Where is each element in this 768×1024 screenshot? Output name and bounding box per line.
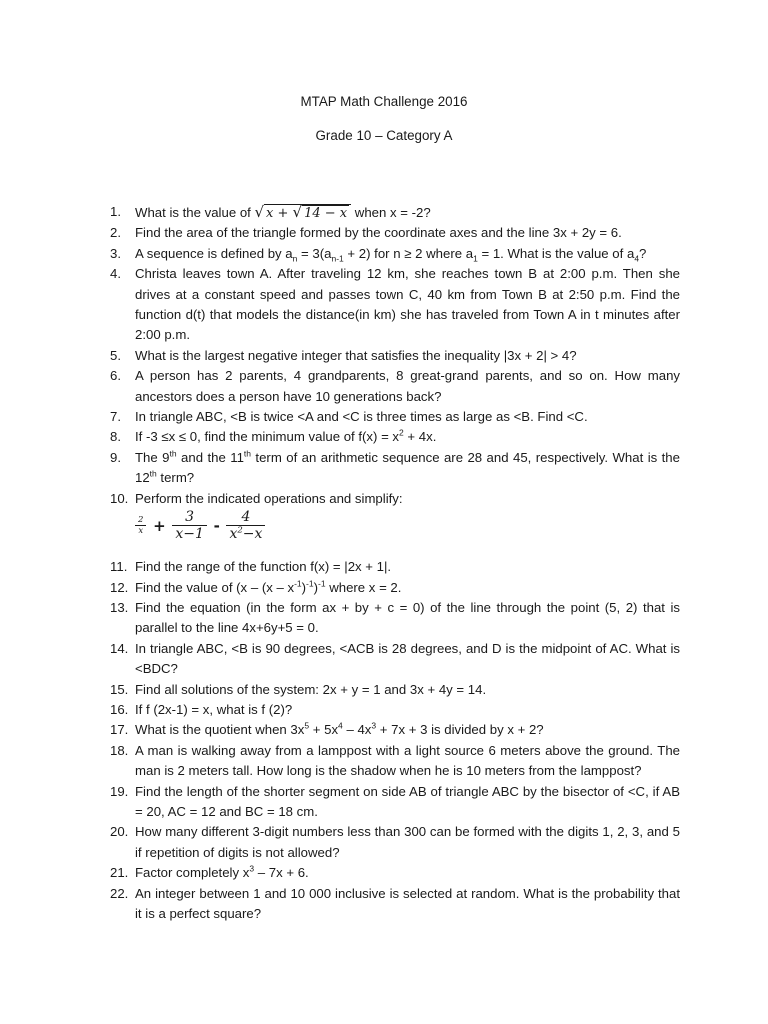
radical-sign: √ xyxy=(254,203,265,221)
question-text: A sequence is defined by $a_n = 3(a_{n-1} + 2)$ for n ≥ 2 where $a_1 = 1$. What is the value of $a_4$? xyxy=(135,245,647,264)
question-text: What is the quotient when $3x^5 + 5x^4 - 4x^3 + 7x + 3$ is divided by x + 2? xyxy=(135,720,544,738)
question-text: Find the range of the function f(x) = |2x + 1|. xyxy=(135,559,392,575)
question-9 xyxy=(110,448,680,489)
question-text: Find all solutions of the system: 2x + y = 1 and 3x + 4y = 14. xyxy=(135,681,487,697)
question-14 xyxy=(110,639,680,680)
question-text: A person has 2 parents, 4 grandparents, 8 great-grand parents, and so on. How many ancestors does a person have 10 generations back? xyxy=(135,368,680,404)
question-number: 7. xyxy=(110,409,121,425)
question-number: 3. xyxy=(110,245,121,261)
radical-expression: x + √ 14 − x xyxy=(264,204,351,221)
question-text: What is the value of √ x + √ 14 − x when x = -2? xyxy=(135,203,431,221)
question-text: Find the area of the triangle formed by the coordinate axes and the line 3x + 2y = 6. xyxy=(135,225,622,241)
question-6 xyxy=(110,366,680,407)
question-number: 2. xyxy=(110,225,121,241)
question-21 xyxy=(110,863,680,883)
question-text: If f (2x-1) = x, what is f (2)? xyxy=(135,701,293,717)
question-text: Find the equation (in the form ax + by + c = 0) of the line through the point (5, 2) that is parallel to the line 4x+6y+5 = 0. xyxy=(135,599,680,636)
question-number: 17. xyxy=(110,722,129,738)
question-number: 10. xyxy=(110,490,129,506)
fraction-2-over-x: $\frac{2}{x}$ xyxy=(135,515,146,536)
question-number: 13. xyxy=(110,599,129,615)
question-text: Christa leaves town A. After traveling 12 km, she reaches town B at 2:00 p.m. Then she drives at a constant speed and passes town C, 40 km from Town B at 2:50 p.m. Find the function d(t) that models the distance(in km) she has traveled from Town A in t minutes after 2:00 p.m. xyxy=(135,266,680,343)
plus-operator: + xyxy=(153,516,166,535)
fraction-3-over-x-minus-1: $\frac{3}{x-1}$ xyxy=(172,509,207,542)
question-13 xyxy=(110,598,680,639)
question-22 xyxy=(110,884,680,925)
question-text: An integer between 1 and 10 000 inclusive is selected at random. What is the probability that it is a perfect square? xyxy=(135,885,680,921)
question-number: 4. xyxy=(110,266,121,282)
question-11 xyxy=(110,557,680,577)
question-16 xyxy=(110,700,680,720)
question-text: How many different 3-digit numbers less than 300 can be formed with the digits 1, 2, 3, and 5 if repetition of digits is not allowed? xyxy=(135,824,680,860)
fraction-4-over-x-squared-minus-x: $\frac{4}{x^2-x}$ xyxy=(226,509,265,542)
question-number: 22. xyxy=(110,885,129,901)
question-text: If -3 ≤x ≤ 0, find the minimum value of $f(x) = x^2 + 4x$. xyxy=(135,428,437,445)
question-12 xyxy=(110,578,680,598)
question-text: Factor completely $x^3 - 7x + 6$. xyxy=(135,863,309,881)
question-number: 6. xyxy=(110,368,121,384)
question-number: 16. xyxy=(110,701,129,717)
question-number: 18. xyxy=(110,742,129,758)
question-17 xyxy=(110,720,680,740)
question-text: In triangle ABC, <B is twice <A and <C is three times as large as <B. Find <C. xyxy=(135,409,588,425)
worksheet-title: MTAP Math Challenge 2016 xyxy=(300,94,468,109)
question-text: Perform the indicated operations and simplify: xyxy=(135,490,403,506)
question-list xyxy=(110,202,680,924)
question-text: Find the length of the shorter segment on side AB of triangle ABC by the bisector of <C, if AB = 20, AC = 12 and BC = 18 cm. xyxy=(135,783,680,819)
question-number: 12. xyxy=(110,579,129,595)
question-15 xyxy=(110,680,680,700)
question-text: Find the value of $(x - (x - x^{-1})^{-1})^{-1}$ where x = 2. xyxy=(135,578,402,595)
question-4 xyxy=(110,264,680,346)
question-number: 14. xyxy=(110,640,129,656)
inner-radical-sign: √ xyxy=(292,203,303,221)
question-number: 5. xyxy=(110,347,121,363)
minus-operator: - xyxy=(213,516,220,535)
question-3 xyxy=(110,244,680,264)
question-number: 8. xyxy=(110,429,121,445)
question-20 xyxy=(110,822,680,863)
question-text: In triangle ABC, <B is 90 degrees, <ACB is 28 degrees, and D is the midpoint of AC. What is <BDC? xyxy=(135,640,680,677)
worksheet-subtitle: Grade 10 – Category A xyxy=(315,128,453,143)
question-19 xyxy=(110,782,680,823)
question-number: 20. xyxy=(110,824,129,840)
question-number: 21. xyxy=(110,865,129,881)
question-10 xyxy=(110,489,680,509)
question-number: 15. xyxy=(110,681,129,697)
question-5 xyxy=(110,346,680,366)
question-8 xyxy=(110,427,680,447)
question-text: The 9th and the 11th term of an arithmetic sequence are 28 and 45, respectively. What is the 12th term? xyxy=(135,448,680,486)
question-7 xyxy=(110,407,680,427)
question-number: 9. xyxy=(110,449,121,465)
question-number: 19. xyxy=(110,783,129,799)
question-18 xyxy=(110,741,680,782)
question-text: A man is walking away from a lamppost with a light source 6 meters above the ground. The man is 2 meters tall. How long is the shadow when he is 10 meters from the lamppost? xyxy=(135,742,680,779)
question-10-expression xyxy=(110,509,680,557)
question-text: What is the largest negative integer that satisfies the inequality |3x + 2| > 4? xyxy=(135,347,577,363)
question-number: 1. xyxy=(110,204,121,219)
question-1 xyxy=(110,202,680,223)
question-2 xyxy=(110,223,680,243)
question-number: 11. xyxy=(110,559,128,575)
